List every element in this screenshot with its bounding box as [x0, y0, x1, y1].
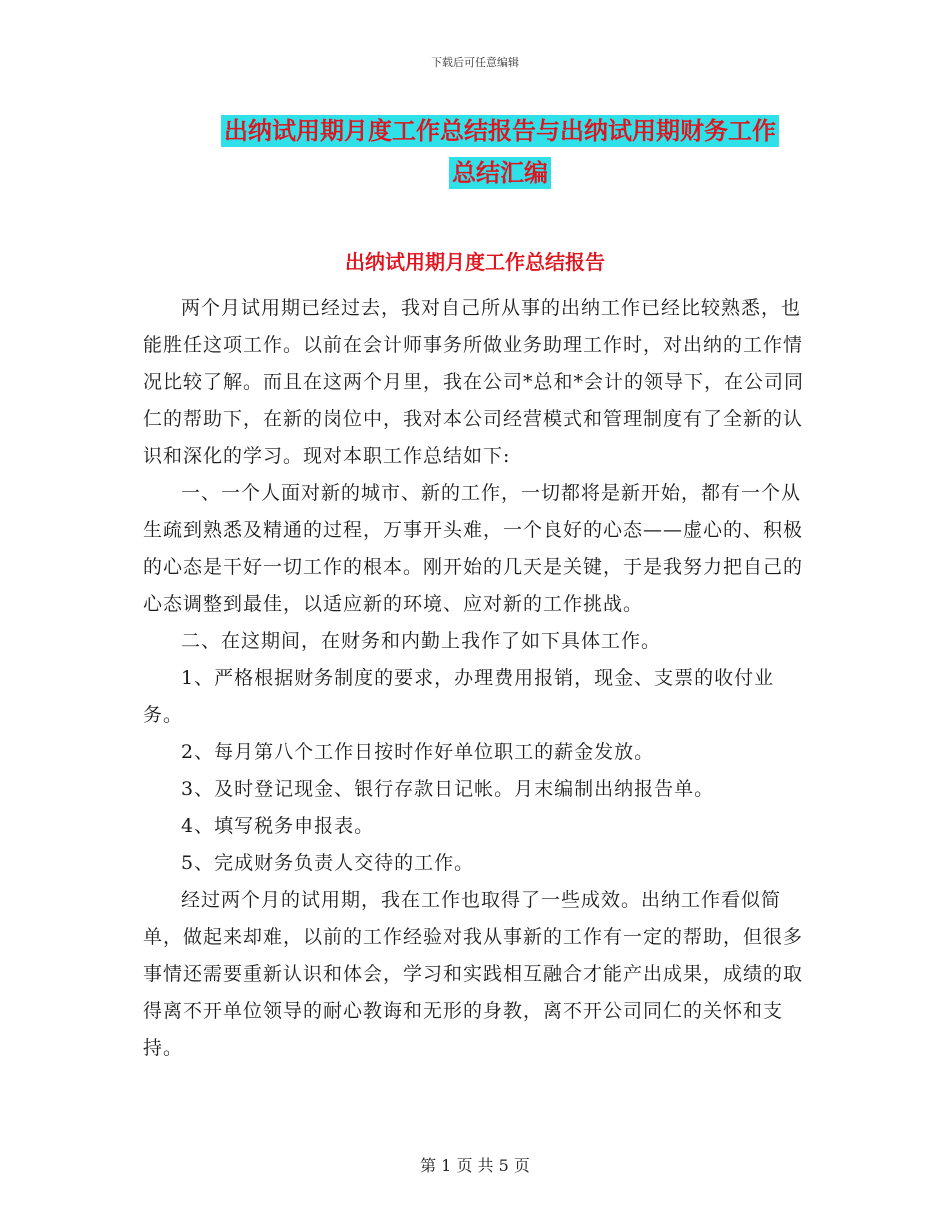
section-title: 出纳试用期月度工作总结报告 [345, 250, 605, 274]
paragraph-summary: 经过两个月的试用期，我在工作也取得了一些成效。出纳工作看似简单，做起来却难，以前的工作经验对我从事新的工作有一定的帮助，但很多事情还需要重新认识和体会，学习和实践相互融合才能产出成果，成绩的取得离不开单位领导的耐心教诲和无形的身教，离不开公司同仁的关怀和支持。 [143, 889, 804, 1059]
list-item: 1、严格根据财务制度的要求，办理费用报销，现金、支票的收付业务。 [143, 667, 775, 726]
header-note: 下载后可任意编辑 [431, 56, 519, 69]
paragraph-intro: 两个月试用期已经过去，我对自己所从事的出纳工作已经比较熟悉，也能胜任这项工作。以前在会计师事务所做业务助理工作时，对出纳的工作情况比较了解。而且在这两个月里，我在公司*总和*会计的领导下，在公司同仁的帮助下，在新的岗位中，我对本公司经营模式和管理制度有了全新的认识和深化的学习。现对本职工作总结如下: [143, 297, 805, 467]
list-item: 3、及时登记现金、银行存款日记帐。月末编制出纳报告单。 [181, 778, 715, 800]
list-item: 2、每月第八个工作日按时作好单位职工的薪金发放。 [181, 741, 655, 763]
list-item: 5、完成财务负责人交待的工作。 [181, 852, 475, 874]
page-number-footer: 第 1 页 共 5 页 [420, 1156, 530, 1175]
paragraph-point-one: 一、一个人面对新的城市、新的工作，一切都将是新开始，都有一个从生疏到熟悉及精通的过程，万事开头难，一个良好的心态——虚心的、积极的心态是干好一切工作的根本。刚开始的几天是关键，于是我努力把自己的心态调整到最佳，以适应新的环境、应对新的工作挑战。 [143, 482, 804, 615]
document-title-line-1: 出纳试用期月度工作总结报告与出纳试用期财务工作 [221, 115, 779, 147]
list-item: 4、填写税务申报表。 [181, 815, 375, 837]
document-title [140, 110, 860, 194]
document-title-line-2: 总结汇编 [449, 157, 551, 189]
document-body [143, 290, 811, 1067]
paragraph-point-two: 二、在这期间，在财务和内勤上我作了如下具体工作。 [181, 630, 662, 652]
